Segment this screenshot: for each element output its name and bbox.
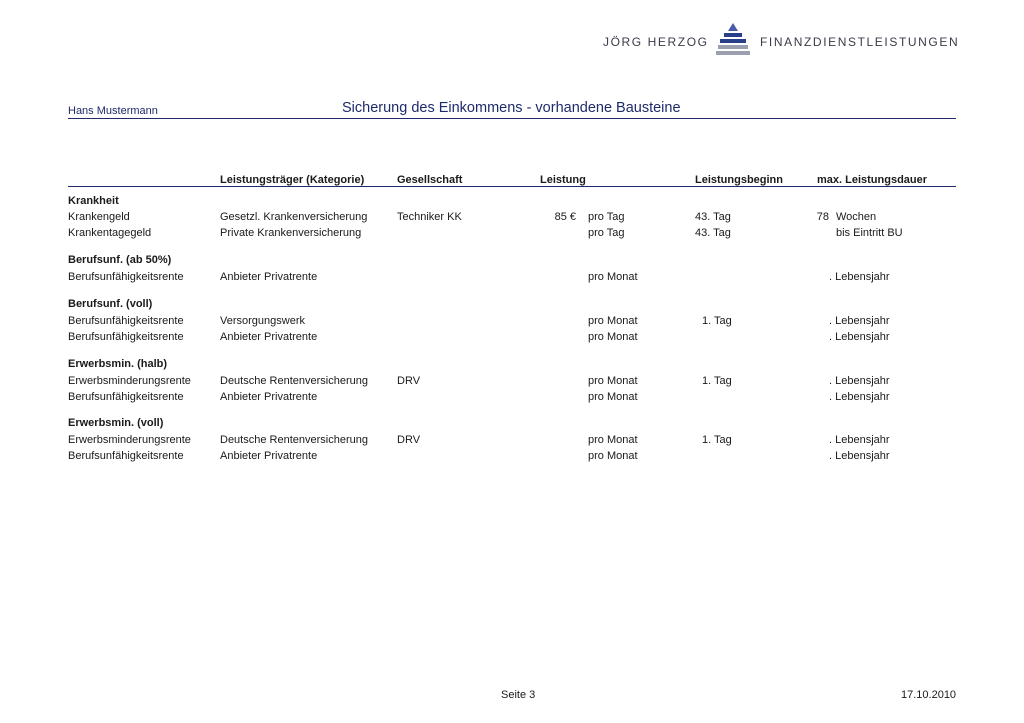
row-duration-unit: . Lebensjahr (829, 434, 890, 446)
row-provider: Deutsche Rentenversicherung (220, 434, 368, 446)
row-name: Krankentagegeld (68, 227, 152, 239)
row-period: pro Tag (588, 211, 625, 223)
client-name: Hans Mustermann (68, 105, 158, 117)
page-number: Seite 3 (501, 689, 536, 701)
section-title: Erwerbsmin. (halb) (68, 358, 168, 370)
row-period: pro Monat (588, 315, 638, 327)
row-name: Berufsunfähigkeitsrente (68, 331, 184, 343)
row-name: Krankengeld (68, 211, 130, 223)
table-header-divider (68, 186, 956, 187)
row-duration-unit: . Lebensjahr (829, 271, 890, 283)
col-header-duration: max. Leistungsdauer (817, 174, 928, 186)
row-name: Erwerbsminderungsrente (68, 375, 191, 387)
row-provider: Private Krankenversicherung (220, 227, 362, 239)
row-start: 1. Tag (702, 315, 732, 327)
row-company: DRV (397, 375, 421, 387)
row-provider: Anbieter Privatrente (220, 331, 318, 343)
row-start: 1. Tag (702, 375, 732, 387)
row-name: Berufsunfähigkeitsrente (68, 271, 184, 283)
row-period: pro Monat (588, 271, 638, 283)
row-duration-unit: bis Eintritt BU (836, 227, 903, 239)
row-provider: Versorgungswerk (220, 315, 305, 327)
row-period: pro Tag (588, 227, 625, 239)
row-provider: Anbieter Privatrente (220, 391, 318, 403)
row-name: Berufsunfähigkeitsrente (68, 450, 184, 462)
logo-pyramid-icon (716, 22, 750, 56)
row-amount: 85 € (554, 211, 576, 223)
row-provider: Anbieter Privatrente (220, 450, 318, 462)
row-duration-number: 78 (816, 211, 829, 223)
row-provider: Gesetzl. Krankenversicherung (220, 211, 368, 223)
page-title: Sicherung des Einkommens - vorhandene Bausteine (342, 100, 681, 116)
row-start: 1. Tag (702, 434, 732, 446)
row-duration-unit: . Lebensjahr (829, 450, 890, 462)
document-date: 17.10.2010 (901, 689, 957, 701)
section-title: Berufsunf. (voll) (68, 298, 153, 310)
row-duration-unit: . Lebensjahr (829, 375, 890, 387)
col-header-start: Leistungsbeginn (695, 174, 783, 186)
row-name: Erwerbsminderungsrente (68, 434, 191, 446)
row-period: pro Monat (588, 450, 638, 462)
row-name: Berufsunfähigkeitsrente (68, 391, 184, 403)
row-period: pro Monat (588, 391, 638, 403)
row-period: pro Monat (588, 434, 638, 446)
section-title: Erwerbsmin. (voll) (68, 417, 164, 429)
header-divider (68, 118, 956, 119)
row-start: 43. Tag (695, 211, 731, 223)
col-header-benefit: Leistung (540, 174, 586, 186)
row-period: pro Monat (588, 331, 638, 343)
logo-right-text: FINANZDIENSTLEISTUNGEN (760, 35, 960, 49)
row-provider: Deutsche Rentenversicherung (220, 375, 368, 387)
row-duration-unit: Wochen (836, 211, 877, 223)
row-company: DRV (397, 434, 421, 446)
row-company: Techniker KK (397, 211, 462, 223)
row-period: pro Monat (588, 375, 638, 387)
logo-left-text: JÖRG HERZOG (603, 35, 709, 49)
col-header-provider: Leistungsträger (Kategorie) (220, 174, 365, 186)
row-duration-unit: . Lebensjahr (829, 331, 890, 343)
row-start: 43. Tag (695, 227, 731, 239)
row-name: Berufsunfähigkeitsrente (68, 315, 184, 327)
section-title: Krankheit (68, 195, 119, 207)
row-provider: Anbieter Privatrente (220, 271, 318, 283)
row-duration-unit: . Lebensjahr (829, 315, 890, 327)
section-title: Berufsunf. (ab 50%) (68, 254, 172, 266)
col-header-company: Gesellschaft (397, 174, 463, 186)
row-duration-unit: . Lebensjahr (829, 391, 890, 403)
